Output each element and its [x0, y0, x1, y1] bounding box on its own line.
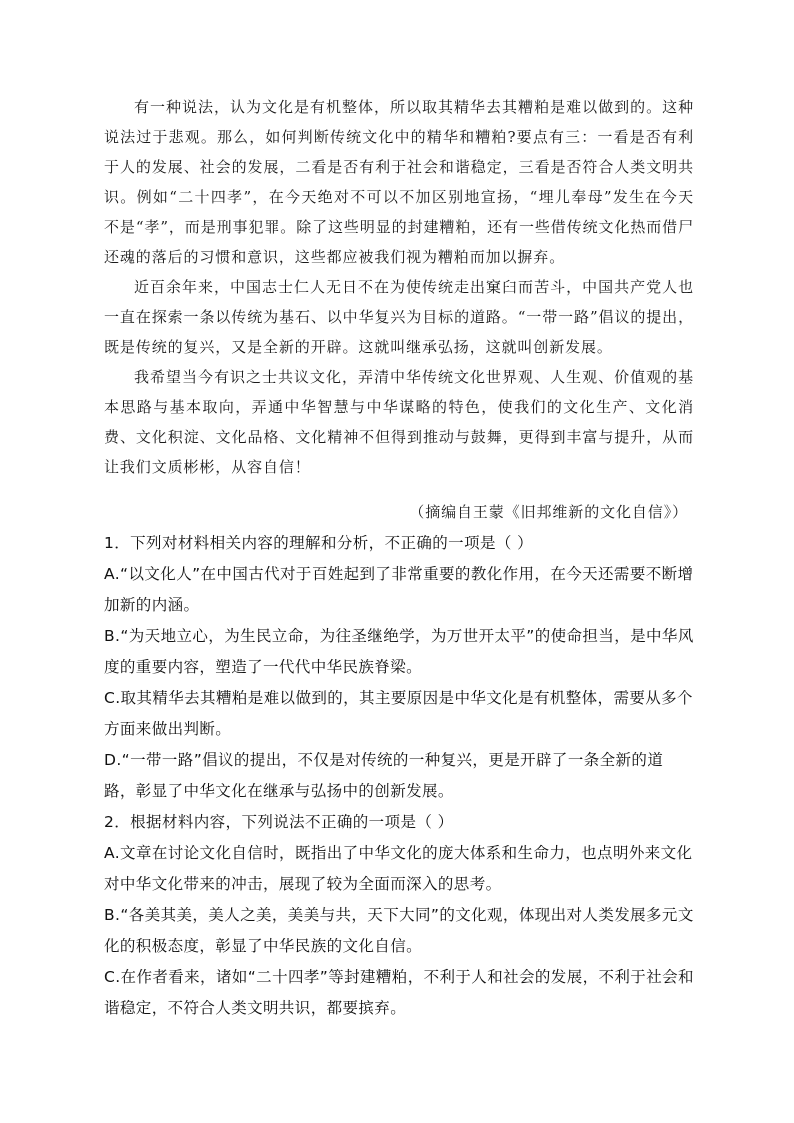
question-1	[104, 528, 694, 807]
option-c: C.在作者看来，诸如“二十四孝”等封建糟粕，不利于人和社会的发展，不利于社会和谐稳定，不符合人类文明共识，都要摈弃。	[104, 968, 694, 1017]
question-stem: 2．根据材料内容，下列说法不正确的一项是（ ）	[104, 813, 454, 831]
question-stem: 1．下列对材料相关内容的理解和分析，不正确的一项是（ ）	[104, 534, 533, 552]
question-list	[104, 528, 694, 1024]
option-c: C.取其精华去其糟粕是难以做到的，其主要原因是中华文化是有机整体，需要从多个方面来做出判断。	[104, 689, 693, 738]
passage-paragraph: 有一种说法，认为文化是有机整体，所以取其精华去其糟粕是难以做到的。这种说法过于悲观。那么，如何判断传统文化中的精华和糟粕?要点有三：一看是否有利于人的发展、社会的发展，二看是否有利于社会和谐稳定，三看是否符合人类文明共识。例如“二十四孝”，在今天绝对不可以不加区别地宣扬，“埋儿奉母”发生在今天不是“孝”，而是刑事犯罪。除了这些明显的封建糟粕，还有一些借传统文化热而借尸还魂的落后的习惯和意识，这些都应被我们视为糟粕而加以摒弃。	[104, 98, 694, 266]
option-b: B.“各美其美，美人之美，美美与共，天下大同”的文化观，体现出对人类发展多元文化的积极态度，彰显了中华民族的文化自信。	[104, 906, 694, 955]
passage-paragraph: 我希望当今有识之士共议文化，弄清中华传统文化世界观、人生观、价值观的基本思路与基本取向，弄通中华智慧与中华谋略的特色，使我们的文化生产、文化消费、文化积淀、文化品格、文化精神不但得到推动与鼓舞，更得到丰富与提升，从而让我们文质彬彬，从容自信！	[104, 368, 694, 476]
option-a: A.文章在讨论文化自信时，既指出了中华文化的庞大体系和生命力，也点明外来文化对中华文化带来的冲击，展现了较为全面而深入的思考。	[104, 844, 693, 893]
question-2	[104, 807, 694, 1024]
passage-paragraph: 近百余年来，中国志士仁人无日不在为使传统走出窠臼而苦斗，中国共产党人也一直在探索一条以传统为基石、以中华复兴为目标的道路。“一带一路”倡议的提出，既是传统的复兴，又是全新的开辟。这就叫继承弘扬，这就叫创新发展。	[104, 278, 694, 356]
passage-source: （摘编自王蒙《旧邦维新的文化自信》）	[409, 503, 688, 521]
option-a: A.“以文化人”在中国古代对于百姓起到了非常重要的教化作用，在今天还需要不断增加新的内涵。	[104, 565, 694, 614]
option-d: D.“一带一路”倡议的提出，不仅是对传统的一种复兴，更是开辟了一条全新的道路，彰显了中华文化在继承与弘扬中的创新发展。	[104, 751, 664, 800]
option-b: B.“为天地立心，为生民立命，为往圣继绝学，为万世开太平”的使命担当，是中华风度的重要内容，塑造了一代代中华民族脊梁。	[104, 627, 694, 676]
reading-passage	[104, 92, 694, 482]
